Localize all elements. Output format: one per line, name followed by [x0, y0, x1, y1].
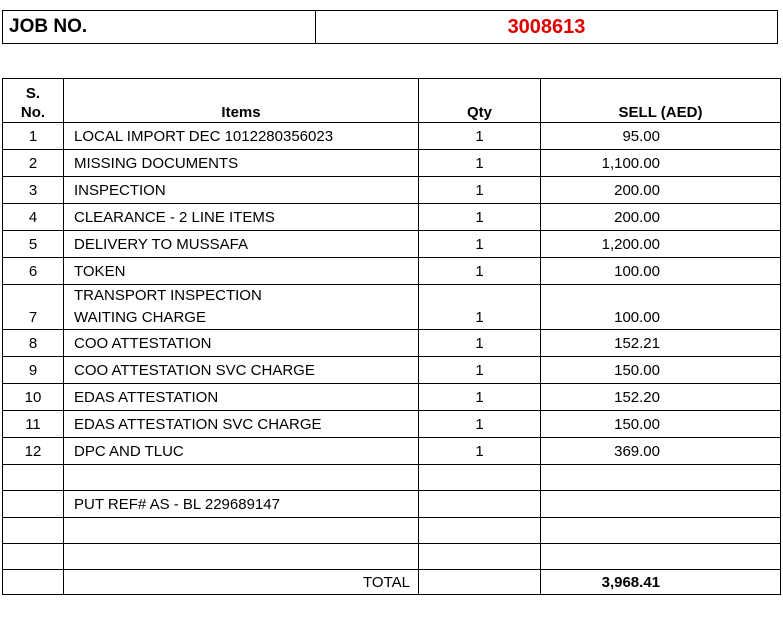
- row-item: DELIVERY TO MUSSAFA: [64, 231, 419, 258]
- row-item: COO ATTESTATION: [64, 330, 419, 357]
- note-row: [3, 491, 781, 518]
- table-row: [3, 285, 781, 330]
- column-header-qty: Qty: [419, 79, 541, 123]
- sno-header-line2: No.: [20, 104, 46, 121]
- row-number: 12: [3, 438, 64, 465]
- row-qty: 1: [419, 384, 541, 411]
- table-row: [3, 384, 781, 411]
- total-row: [3, 570, 781, 595]
- table-row: [3, 231, 781, 258]
- row-sell: 152.21: [541, 330, 781, 357]
- row-number: 6: [3, 258, 64, 285]
- row-item: EDAS ATTESTATION SVC CHARGE: [64, 411, 419, 438]
- row-sell: 200.00: [541, 177, 781, 204]
- row-number: 2: [3, 150, 64, 177]
- row-sell: 200.00: [541, 204, 781, 231]
- row-qty: 1: [419, 285, 541, 330]
- table-row: [3, 258, 781, 285]
- total-value: 3,968.41: [541, 570, 781, 595]
- table-row: [3, 357, 781, 384]
- row-number: 4: [3, 204, 64, 231]
- row-sell: 100.00: [541, 285, 781, 330]
- row-sell: 150.00: [541, 411, 781, 438]
- row-number: 10: [3, 384, 64, 411]
- row-item: TOKEN: [64, 258, 419, 285]
- row-qty: 1: [419, 204, 541, 231]
- row-qty: 1: [419, 123, 541, 150]
- charges-table: [2, 78, 781, 595]
- row-qty: 1: [419, 411, 541, 438]
- row-item: COO ATTESTATION SVC CHARGE: [64, 357, 419, 384]
- table-header-row: [3, 79, 781, 123]
- table-row: [3, 177, 781, 204]
- sno-header-line1: S.: [25, 85, 41, 102]
- table-row: [3, 150, 781, 177]
- row-sell: 150.00: [541, 357, 781, 384]
- job-number-label: JOB NO.: [3, 11, 316, 43]
- blank-row: [3, 518, 781, 544]
- row-number: 3: [3, 177, 64, 204]
- row-number: 7: [3, 285, 64, 330]
- row-sell: 1,100.00: [541, 150, 781, 177]
- row-sell: 100.00: [541, 258, 781, 285]
- blank-row: [3, 465, 781, 491]
- row-sell: 1,200.00: [541, 231, 781, 258]
- row-qty: 1: [419, 177, 541, 204]
- row-qty: 1: [419, 330, 541, 357]
- table-row: [3, 123, 781, 150]
- row-qty: 1: [419, 357, 541, 384]
- column-header-sno: [3, 79, 64, 123]
- row-qty: 1: [419, 438, 541, 465]
- table-row: [3, 411, 781, 438]
- row-qty: 1: [419, 258, 541, 285]
- row-sell: 95.00: [541, 123, 781, 150]
- row-number: 9: [3, 357, 64, 384]
- column-header-items: Items: [64, 79, 419, 123]
- row-item: EDAS ATTESTATION: [64, 384, 419, 411]
- reference-note: PUT REF# AS - BL 229689147: [64, 491, 419, 518]
- row-number: 5: [3, 231, 64, 258]
- job-number-value: 3008613: [507, 16, 586, 38]
- row-number: 1: [3, 123, 64, 150]
- column-header-sell: SELL (AED): [541, 79, 781, 123]
- row-item: MISSING DOCUMENTS: [64, 150, 419, 177]
- table-row: [3, 438, 781, 465]
- row-item: CLEARANCE - 2 LINE ITEMS: [64, 204, 419, 231]
- row-sell: 369.00: [541, 438, 781, 465]
- row-qty: 1: [419, 231, 541, 258]
- row-item: TRANSPORT INSPECTION WAITING CHARGE: [64, 285, 419, 330]
- total-label: TOTAL: [64, 570, 419, 595]
- table-row: [3, 330, 781, 357]
- row-item: INSPECTION: [64, 177, 419, 204]
- blank-row: [3, 544, 781, 570]
- row-number: 11: [3, 411, 64, 438]
- row-item: DPC AND TLUC: [64, 438, 419, 465]
- table-row: [3, 204, 781, 231]
- row-number: 8: [3, 330, 64, 357]
- row-qty: 1: [419, 150, 541, 177]
- job-number-header: [2, 10, 778, 44]
- row-item: LOCAL IMPORT DEC 1012280356023: [64, 123, 419, 150]
- row-sell: 152.20: [541, 384, 781, 411]
